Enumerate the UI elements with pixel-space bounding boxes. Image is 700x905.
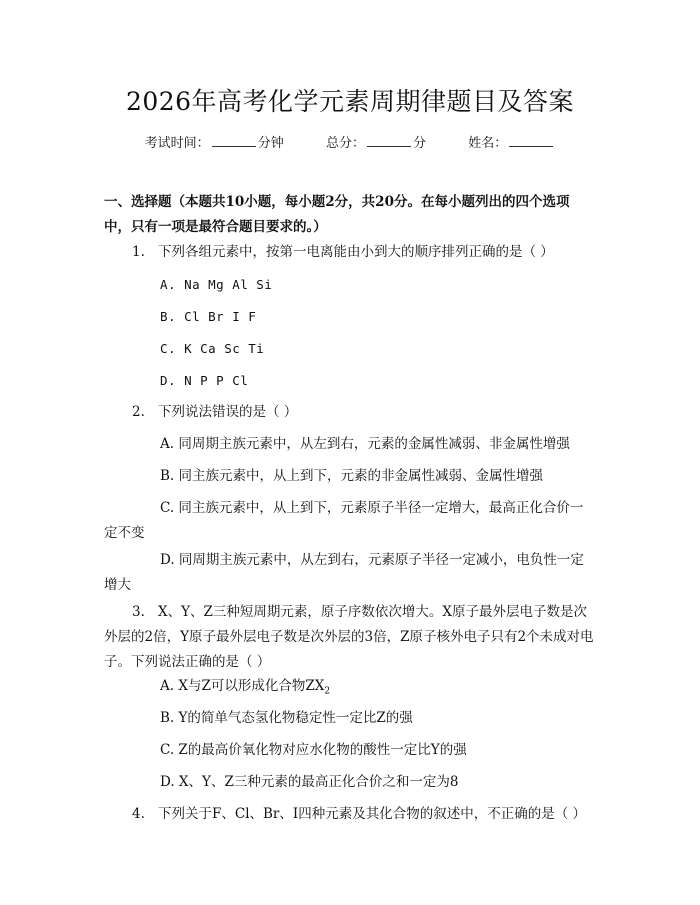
section-heading: 一、选择题（本题共10小题，每小题2分，共20分。在每小题列出的四个选项中，只有一项是最符合题目要求的。）	[104, 194, 570, 235]
option-3c: C. Z的最高价氧化物对应水化物的酸性一定比Y的强	[160, 742, 467, 758]
option-2c: C. 同主族元素中，从上到下，元素原子半径一定增大，最高正化合价一定不变	[104, 500, 584, 541]
question-text: 下列说法错误的是（ ）	[158, 404, 298, 420]
question-text: 下列关于F、Cl、Br、I四种元素及其化合物的叙述中，不正确的是（ ）	[158, 806, 587, 822]
time-label: 考试时间：	[144, 136, 210, 151]
question-4	[104, 802, 594, 827]
option-3a-subscript: 2	[324, 686, 331, 697]
option-1a: A. Na Mg Al Si	[160, 277, 273, 292]
question-2	[104, 400, 594, 425]
option-2a: A. 同周期主族元素中，从左到右，元素的金属性减弱、非金属性增强	[160, 436, 570, 452]
score-unit: 分	[413, 136, 427, 151]
score-label: 总分：	[325, 136, 365, 151]
option-3a-text: A. X与Z可以形成化合物ZX	[160, 678, 325, 694]
question-number: 1.	[132, 244, 145, 260]
page-title: 2026年高考化学元素周期律题目及答案	[125, 87, 575, 116]
question-text: X、Y、Z三种短周期元素，原子序数依次增大。X原子最外层电子数是次外层的2倍，Y原子最外层电子数是次外层的3倍，Z原子核外电子只有2个未成对电子。下列说法正确的是（ ）	[104, 604, 594, 670]
option-1c: C. K Ca Sc Ti	[160, 341, 265, 356]
option-2b: B. 同主族元素中，从上到下，元素的非金属性减弱、金属性增强	[160, 468, 544, 484]
name-blank	[509, 134, 553, 147]
question-3	[104, 600, 594, 675]
name-label: 姓名：	[468, 136, 508, 151]
exam-meta	[0, 132, 700, 151]
question-number: 4.	[132, 806, 145, 822]
option-3b: B. Y的简单气态氢化物稳定性一定比Z的强	[160, 710, 413, 726]
question-1	[104, 240, 594, 265]
option-3d: D. X、Y、Z三种元素的最高正化合价之和一定为8	[160, 774, 459, 790]
question-number: 3.	[132, 604, 145, 620]
option-1b: B. Cl Br I F	[160, 309, 257, 324]
question-text: 下列各组元素中，按第一电离能由小到大的顺序排列正确的是（ ）	[158, 244, 554, 260]
option-3a	[104, 674, 594, 705]
question-number: 2.	[132, 404, 145, 420]
option-1d: D. N P P Cl	[160, 373, 249, 388]
score-blank	[367, 134, 411, 147]
time-blank	[212, 134, 256, 147]
option-2d: D. 同周期主族元素中，从左到右，元素原子半径一定减小，电负性一定增大	[104, 552, 584, 593]
time-unit: 分钟	[257, 136, 284, 151]
